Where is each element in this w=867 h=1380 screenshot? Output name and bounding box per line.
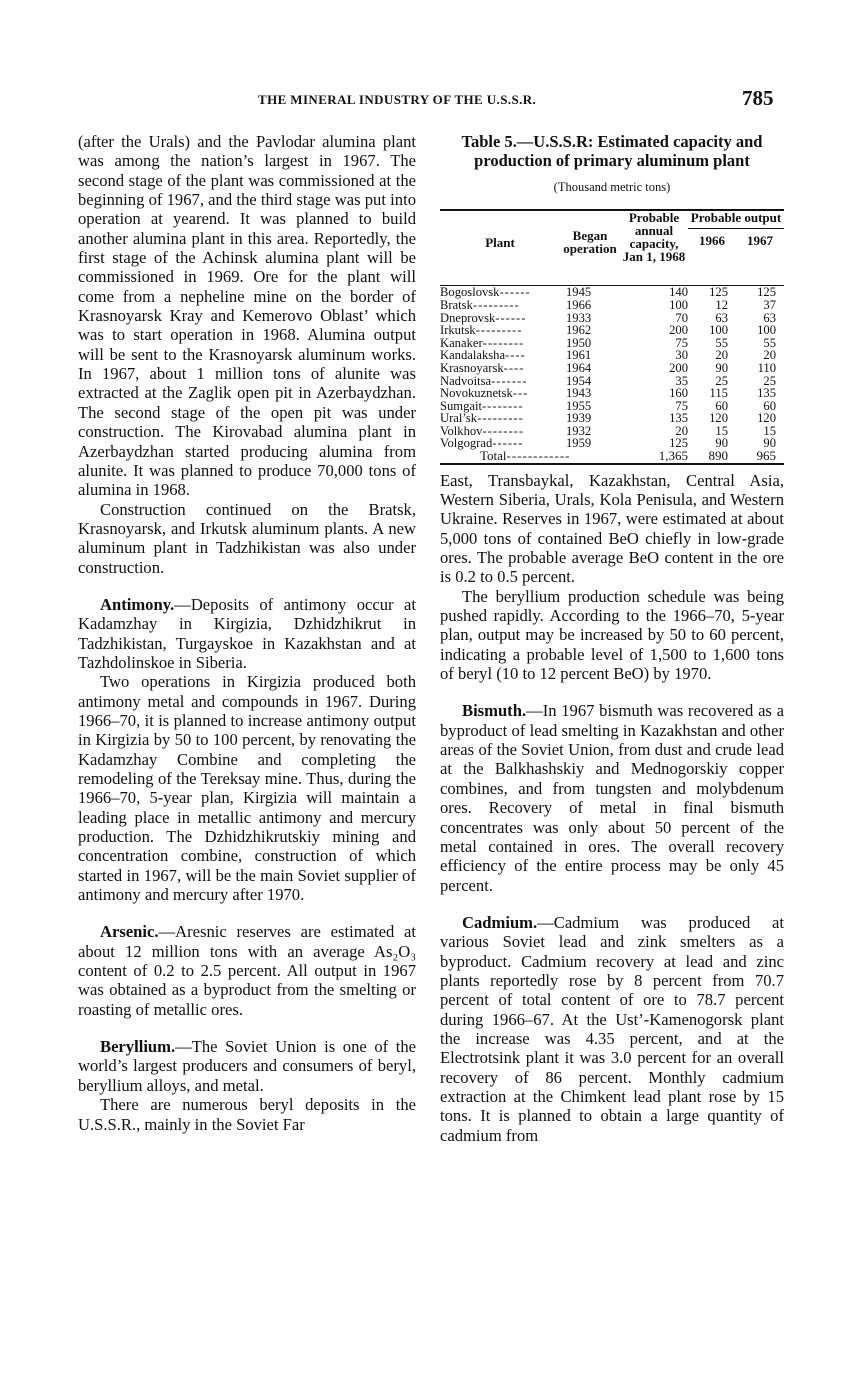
leader-dots: --------- xyxy=(475,323,523,338)
annual-capacity: 35 xyxy=(675,373,688,388)
arsenic-formula: As₂O₃ xyxy=(374,941,416,961)
plant-name: Krasnoyarsk xyxy=(440,360,504,375)
began-year: 1961 xyxy=(566,348,592,363)
leader-dots: -------- xyxy=(481,398,524,413)
leader-dots: --------- xyxy=(472,297,520,312)
output-1966: 15 xyxy=(715,423,728,438)
beryllium-text: —The Soviet Union is one of the world’s largest producers and consumers of beryl, beryllium alloys, and metal. xyxy=(78,1037,416,1095)
section-bismuth xyxy=(440,701,784,894)
antimony-heading: Antimony. xyxy=(100,594,175,614)
output-1967: 110 xyxy=(757,360,776,375)
annual-capacity: 100 xyxy=(669,297,688,312)
leader-dots: --- xyxy=(512,386,529,401)
paragraph-beryl-regions: East, Transbaykal, Kazakhstan, Central Asia, Western Siberia, Urals, Kola Penisula, and Western Ukraine. Reserves in 1967, were estimated at about 5,000 tons of contained BeO chiefly in low-grade ores. The probable average BeO content in the ore is 0.2 to 0.5 percent. xyxy=(440,470,784,587)
annual-capacity: 160 xyxy=(669,386,688,401)
table-title: Table 5.—U.S.S.R: Estimated capacity and production of primary aluminum plant xyxy=(461,132,763,170)
plant-name: Ural’sk xyxy=(440,411,478,426)
output-1967: 25 xyxy=(763,373,776,388)
table-body xyxy=(440,286,784,450)
output-1967: 125 xyxy=(757,285,776,300)
header-1966: 1966 xyxy=(698,233,725,249)
aluminum-plant-table xyxy=(440,209,784,464)
arsenic-heading: Arsenic. xyxy=(100,922,159,942)
header-1967: 1967 xyxy=(746,233,773,249)
aluminum-table-block xyxy=(440,132,784,465)
leader-dots: --------- xyxy=(477,411,524,426)
section-beryllium xyxy=(78,1037,416,1095)
began-year: 1939 xyxy=(566,411,592,426)
began-year: 1954 xyxy=(566,373,592,388)
page-number: 785 xyxy=(742,86,774,110)
leader-dots: ---- xyxy=(503,360,525,375)
output-1967: 63 xyxy=(763,310,776,325)
antimony-text: —Deposits of antimony occur at Kadamzhay in Kirgizia, Dzhidzhikrut in Tadzhikistan, Turgayskoe in Kazakhstan and at Tazhdolinskoe in Siberia. xyxy=(78,594,416,672)
began-year: 1955 xyxy=(566,398,592,413)
table-total-row xyxy=(440,450,784,464)
plant-name: Dneprovsk xyxy=(440,310,496,325)
output-1966: 63 xyxy=(715,310,728,325)
arsenic-text-b: content of 0.2 to 2.5 percent. All output in 1967 was obtained as a byproduct from the smelting or roasting of metallic ores. xyxy=(78,961,416,1019)
header-plant: Plant xyxy=(485,234,515,250)
began-year: 1932 xyxy=(566,423,592,438)
annual-capacity: 75 xyxy=(675,398,688,413)
annual-capacity: 140 xyxy=(669,285,688,300)
began-year: 1950 xyxy=(566,335,592,350)
right-column xyxy=(440,132,784,1145)
left-column xyxy=(78,132,416,1134)
leader-dots: ------- xyxy=(491,373,528,388)
annual-capacity: 125 xyxy=(669,436,688,451)
section-cadmium xyxy=(440,913,784,1145)
began-year: 1933 xyxy=(566,310,592,325)
cadmium-heading: Cadmium. xyxy=(462,912,538,932)
total-capacity: 1,365 xyxy=(658,448,688,464)
began-year: 1966 xyxy=(566,297,592,312)
plant-name: Bratsk xyxy=(440,297,473,312)
plant-name: Novokuznetsk xyxy=(440,386,513,401)
annual-capacity: 200 xyxy=(669,323,688,338)
output-1966: 55 xyxy=(715,335,728,350)
output-1966: 12 xyxy=(715,297,728,312)
output-1966: 25 xyxy=(715,373,728,388)
annual-capacity: 200 xyxy=(669,360,688,375)
output-1967: 55 xyxy=(763,335,776,350)
annual-capacity: 75 xyxy=(675,335,688,350)
arsenic-text-a: —Aresnic reserves are estimated at about 12 million tons with an average xyxy=(78,922,416,961)
paragraph-beryllium-schedule: The beryllium production schedule was being pushed rapidly. According to the 1966–70, 5-year plan, output may be increased by 50 to 60 percent, indicating a probable level of 1,500 to 1,600 tons of beryl (10 to 12 percent BeO) by 1970. xyxy=(440,586,784,684)
output-1967: 15 xyxy=(763,423,776,438)
section-arsenic xyxy=(78,922,416,1019)
paragraph-aluminum-plants: Construction continued on the Bratsk, Krasnoyarsk, and Irkutsk aluminum plants. A new aluminum plant in Tadzhikistan was also under construction. xyxy=(78,499,416,577)
began-year: 1945 xyxy=(566,285,592,300)
total-dots: ------------ xyxy=(506,448,571,464)
beryllium-heading: Beryllium. xyxy=(100,1037,176,1057)
table-header-row xyxy=(440,210,784,229)
plant-name: Nadvoitsa xyxy=(440,373,492,388)
total-label-cell xyxy=(440,450,620,464)
began-year: 1962 xyxy=(566,323,592,338)
plant-name: Volkhov xyxy=(440,423,483,438)
bismuth-heading: Bismuth. xyxy=(462,701,527,721)
output-1966: 60 xyxy=(715,398,728,413)
plant-name: Bogoslovsk xyxy=(440,285,500,300)
began-year: 1959 xyxy=(566,436,592,451)
leader-dots: ------ xyxy=(495,310,527,325)
plant-name: Volgograd xyxy=(440,436,493,451)
running-title: THE MINERAL INDUSTRY OF THE U.S.S.R. xyxy=(258,92,537,107)
leader-dots: ---- xyxy=(505,348,526,363)
leader-dots: -------- xyxy=(482,423,525,438)
output-1966: 125 xyxy=(709,285,728,300)
output-1966: 115 xyxy=(709,386,728,401)
plant-name: Sumgait xyxy=(440,398,482,413)
output-1967: 120 xyxy=(757,411,776,426)
output-1967: 100 xyxy=(757,323,776,338)
output-1966: 100 xyxy=(709,323,728,338)
annual-capacity: 30 xyxy=(675,348,688,363)
plant-name: Irkutsk xyxy=(440,323,476,338)
paragraph-antimony-operations: Two operations in Kirgizia produced both antimony metal and compounds in 1967. During 1966–70, it is planned to increase antimony output in Kirgizia by 50 to 100 percent, by renovating the Kadamzhay Combine and completing the remodeling of the Tereksay mine. Thus, during the 1966–70, 5-year plan, Kirgizia will maintain a leading place in metallic antimony and mercury production. The Dzhidzhikrutskiy mining and concentration combine, construction of which started in 1967, will be the main Soviet supplier of antimony and mercury after 1970. xyxy=(78,672,416,905)
plant-name: Kanaker xyxy=(440,335,483,350)
leader-dots: ------ xyxy=(499,285,531,300)
began-year: 1964 xyxy=(566,360,592,375)
annual-capacity: 20 xyxy=(675,423,688,438)
output-1967: 37 xyxy=(763,297,776,312)
cadmium-text: —Cadmium was produced at various Soviet lead and zink smelters as a byproduct. Cadmium recovery at lead and zinc plants reportedly rose by 8 percent from 70.7 percent of total content of ore to 78.7 percent during 1966–67. At the Ust’-Kamenogorsk plant the increase was 4.35 percent, and at the Electrotsink plant it was 3.0 percent for an overall recovery of 86 percent. Monthly cadmium extraction at the Chimkent lead plant rose by 15 tons. It is planned to obtain a large quantity of cadmium from xyxy=(440,912,784,1145)
output-1966: 90 xyxy=(715,360,728,375)
bismuth-text: —In 1967 bismuth was recovered as a byproduct of lead smelting in Kazakhstan and other areas of the Soviet Union, from dust and crude lead at the Balkhashskiy and Mednogorskiy copper combines, and from tungsten and molybdenum ores. Recovery of metal in final bismuth concentrates was only about 50 percent of the metal contained in ores. The overall recovery efficiency of the entire process may be only 45 percent. xyxy=(440,701,784,895)
began-year: 1943 xyxy=(566,386,592,401)
paragraph-beryl-deposits: There are numerous beryl deposits in the U.S.S.R., mainly in the Soviet Far xyxy=(78,1095,416,1134)
header-output: Probable output xyxy=(688,210,784,229)
header-capacity: Probable annual capacity, Jan 1, 1968 xyxy=(622,210,686,265)
plant-name: Kandalaksha xyxy=(440,348,506,363)
total-1967: 965 xyxy=(756,448,776,464)
output-1966: 120 xyxy=(709,411,728,426)
output-1967: 60 xyxy=(763,398,776,413)
output-1966: 90 xyxy=(715,436,728,451)
leader-dots: -------- xyxy=(482,335,525,350)
page-header xyxy=(0,86,867,116)
annual-capacity: 70 xyxy=(675,310,688,325)
total-label: Total xyxy=(480,448,507,464)
output-1967: 135 xyxy=(757,386,776,401)
leader-dots: ------ xyxy=(492,436,524,451)
table-unit: (Thousand metric tons) xyxy=(553,180,671,194)
output-1967: 90 xyxy=(763,436,776,451)
section-antimony xyxy=(78,595,416,672)
output-1967: 20 xyxy=(763,348,776,363)
output-1966: 20 xyxy=(715,348,728,363)
header-began: Began operation xyxy=(563,228,617,257)
total-1966: 890 xyxy=(708,448,728,464)
paragraph-alumina: (after the Urals) and the Pavlodar alumina plant was among the nation’s largest in 1967. The second stage of the plant was commissioned at the beginning of 1967, and the third stage was put into operation at yearend. It was planned to build another alumina plant in this area. Reportedly, the first stage of the Achinsk alumina plant will be commissioned in 1969. Ore for the plant will come from a nepheline mine on the border of Krasnoyarsk Kray and Kemerovo Oblast’ which was to start operation in 1968. Alumina output will be sent to the Krasnoyarsk aluminum works. In 1967, about 1 million tons of alunite was extracted at the Zaglik open pit in Azerbaydzhan. The second stage of the open pit was under construction. The Kirovabad alumina plant in Azerbaydzhan started producing alumina from alunite. It was planned to produce 70,000 tons of alumina in 1968. xyxy=(78,132,416,500)
annual-capacity: 135 xyxy=(669,411,688,426)
